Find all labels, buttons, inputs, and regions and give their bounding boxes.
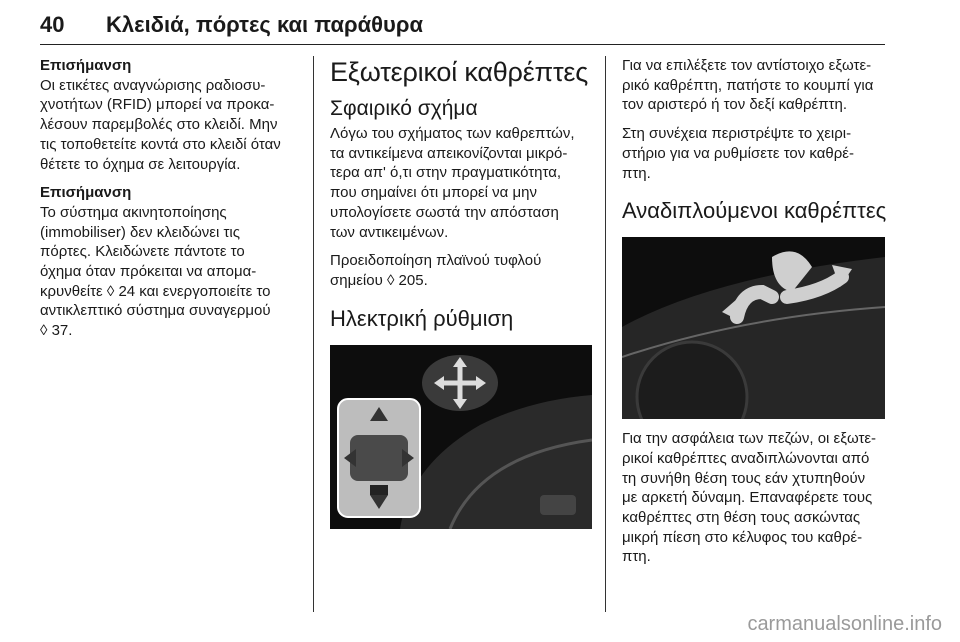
text-line: μικρή πίεση στο κέλυφος του καθρέ- <box>622 528 863 546</box>
text-line: αντικλεπτικό σύστημα συναγερμού <box>40 302 271 320</box>
column-right <box>622 56 887 567</box>
subsection-heading: Ηλεκτρική ρύθμιση <box>330 305 514 331</box>
text-line: λέσουν παρεμβολές στο κλειδί. Μην <box>40 116 278 134</box>
text-line: ρικοί καθρέπτες αναδιπλώνονται από <box>622 449 870 467</box>
text-line: τερα απ' ό,τι στην πραγματικότητα, <box>330 164 562 182</box>
text-line: Λόγω του σχήματος των καθρεπτών, <box>330 125 575 142</box>
chapter-title: Κλειδιά, πόρτες και παράθυρα <box>106 12 423 37</box>
mirror-adjust-switch-illustration <box>330 345 592 529</box>
cross-reference-link[interactable]: σημείου ◊ 205. <box>330 271 428 289</box>
page-header <box>40 6 885 45</box>
column-divider <box>313 56 314 612</box>
text-line: που σημαίνει ότι μπορεί να μην <box>330 184 538 202</box>
text-line: Για την ασφάλεια των πεζών, οι εξωτε- <box>622 430 877 448</box>
text-line: πτη. <box>622 548 651 566</box>
note-title: Επισήμανση <box>40 57 132 74</box>
section-heading: Αναδιπλούμενοι καθρέπτες <box>622 198 887 224</box>
subsection-heading: Σφαιρικό σχήμα <box>330 97 478 120</box>
text-line: υπολογίσετε σωστά την απόσταση <box>330 203 559 221</box>
column-divider <box>605 56 606 612</box>
text-line: πτη. <box>622 164 651 182</box>
column-middle <box>330 56 592 529</box>
column-left <box>40 56 298 341</box>
folding-mirror-illustration <box>622 237 885 419</box>
cross-reference-link[interactable]: κρυνθείτε ◊ 24 και ενεργοποιείτε το <box>40 282 271 300</box>
text-line: ρικό καθρέπτη, πατήστε το κουμπί για <box>622 76 874 94</box>
text-line: Προειδοποίηση πλαϊνού τυφλού <box>330 252 542 270</box>
page-number: 40 <box>40 12 65 37</box>
cross-reference-link[interactable]: ◊ 37. <box>40 322 73 340</box>
watermark: carmanualsonline.info <box>747 613 942 635</box>
text-line: (immobiliser) δεν κλειδώνει τις <box>40 223 240 241</box>
text-line: Στη συνέχεια περιστρέψτε το χειρι- <box>622 125 852 143</box>
section-heading: Εξωτερικοί καθρέπτες <box>330 57 589 87</box>
text-line: με αρκετή δύναμη. Επαναφέρετε τους <box>622 489 873 507</box>
text-line: των αντικειμένων. <box>330 223 449 241</box>
text-line: πόρτες. Κλειδώνετε πάντοτε το <box>40 243 245 261</box>
text-line: Το σύστημα ακινητοποίησης <box>40 203 227 221</box>
text-line: τη συνήθη θέση τους εάν χτυπηθούν <box>622 469 866 487</box>
text-line: χνοτήτων (RFID) μπορεί να προκα- <box>40 96 275 114</box>
text-line: τα αντικείμενα απεικονίζονται μικρό- <box>330 144 568 162</box>
text-line: θέτετε το όχημα σε λειτουργία. <box>40 155 241 173</box>
text-line: καθρέπτες στη θέση τους ασκώντας <box>622 509 861 527</box>
text-line: τον αριστερό ή τον δεξί καθρέπτη. <box>622 96 847 114</box>
text-line: Οι ετικέτες αναγνώρισης ραδιοσυ- <box>40 76 266 94</box>
text-line: όχημα όταν πρόκειται να απομα- <box>40 263 257 281</box>
note-title: Επισήμανση <box>40 184 132 202</box>
text-line: στήριο για να ρυθμίσετε τον καθρέ- <box>622 144 854 162</box>
text-line: τις τοποθετείτε κοντά στο κλειδί όταν <box>40 135 281 153</box>
text-line: Για να επιλέξετε τον αντίστοιχο εξωτε- <box>622 57 872 74</box>
